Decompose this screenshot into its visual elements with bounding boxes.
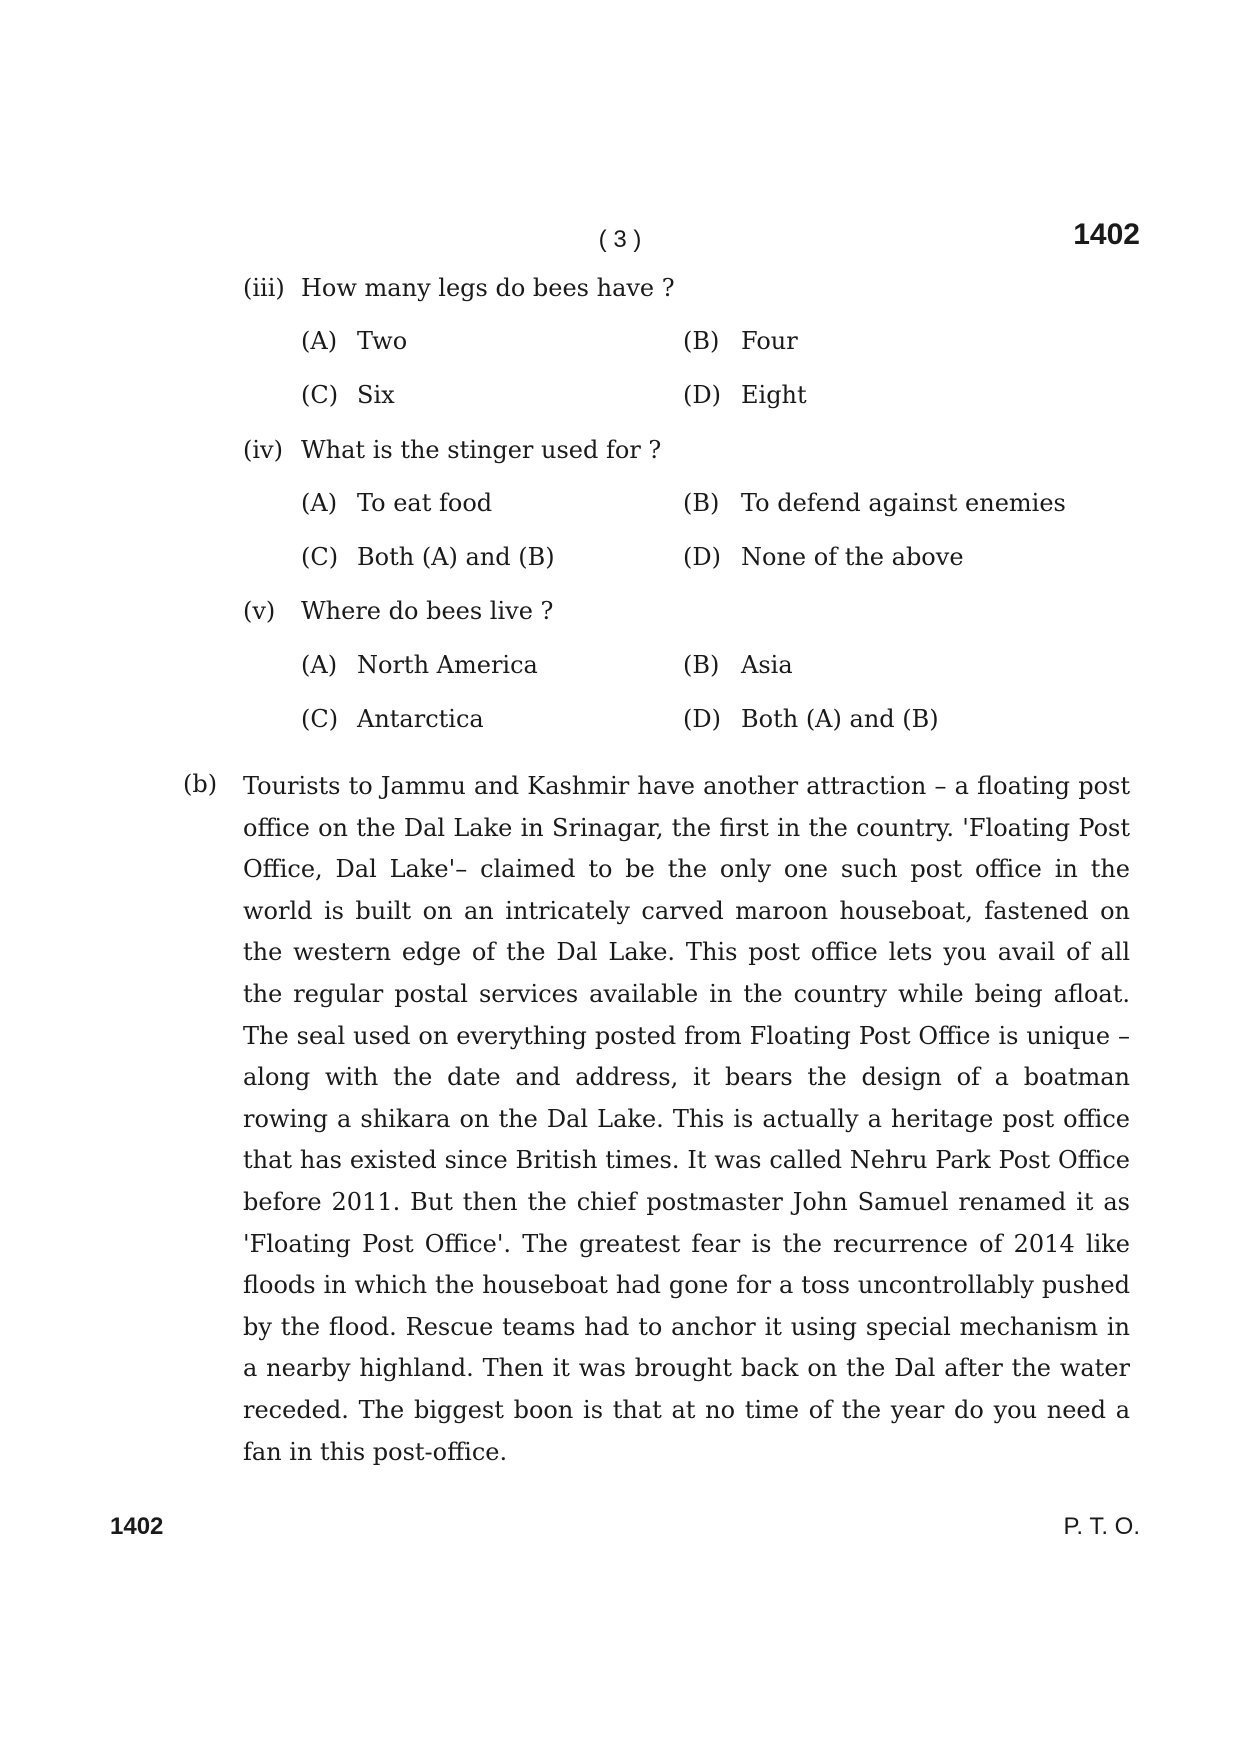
option-label: (A) (301, 651, 338, 679)
pto-label: P. T. O. (1063, 1513, 1140, 1540)
option-label: (C) (301, 543, 339, 571)
question-text: Where do bees live ? (301, 597, 554, 625)
option-label: (D) (683, 705, 721, 733)
option-text: To defend against enemies (741, 489, 1066, 517)
option-label: (B) (683, 651, 720, 679)
option-label: (B) (683, 489, 720, 517)
option-label: (A) (301, 489, 338, 517)
option-text: Both (A) and (B) (357, 543, 555, 571)
question-number: (iv) (243, 436, 283, 464)
question-number: (v) (243, 597, 276, 625)
option-text: Two (357, 327, 408, 355)
passage: Tourists to Jammu and Kashmir have another attraction – a floating post office on the Dal Lake in Srinagar, the first in the country. 'Floating Post Office, Dal Lake'– claimed to be the only one such post office in the world is built on an intricately carved maroon houseboat, fastened on the western edge of the Dal Lake. This post office lets you avail of all the regular postal services available in the country while being afloat. The seal used on everything posted from Floating Post Office is unique – along with the date and address, it bears the design of a boatman rowing a shikara on the Dal Lake. This is actually a heritage post office that has existed since British times. It was called Nehru Park Post Office before 2011. But then the chief postmaster John Samuel renamed it as 'Floating Post Office'. The greatest fear is the recurrence of 2014 like floods in which the houseboat had gone for a toss uncontrollably pushed by the flood. Rescue teams had to anchor it using special mechanism in a nearby highland. Then it was brought back on the Dal after the water receded. The biggest boon is that at no time of the year do you need a fan in this post-office. (243, 772, 1130, 1466)
option-text: Four (741, 327, 798, 355)
option-label: (C) (301, 705, 339, 733)
part-b-label: (b) (183, 770, 218, 798)
paper-code-footer: 1402 (110, 1513, 164, 1540)
option-label: (C) (301, 381, 339, 409)
question-text: What is the stinger used for ? (301, 436, 662, 464)
question-number: (iii) (243, 274, 285, 302)
option-label: (A) (301, 327, 338, 355)
paper-code-top: 1402 (1073, 218, 1140, 251)
option-text: Six (357, 381, 395, 409)
option-text: Asia (741, 651, 793, 679)
option-text: Antarctica (357, 705, 484, 733)
option-text: None of the above (741, 543, 964, 571)
option-label: (D) (683, 543, 721, 571)
option-text: Both (A) and (B) (741, 705, 939, 733)
option-label: (B) (683, 327, 720, 355)
option-label: (D) (683, 381, 721, 409)
page-number: ( 3 ) (598, 226, 642, 253)
option-text: Eight (741, 381, 807, 409)
question-text: How many legs do bees have ? (301, 274, 675, 302)
option-text: North America (357, 651, 538, 679)
option-text: To eat food (357, 489, 493, 517)
